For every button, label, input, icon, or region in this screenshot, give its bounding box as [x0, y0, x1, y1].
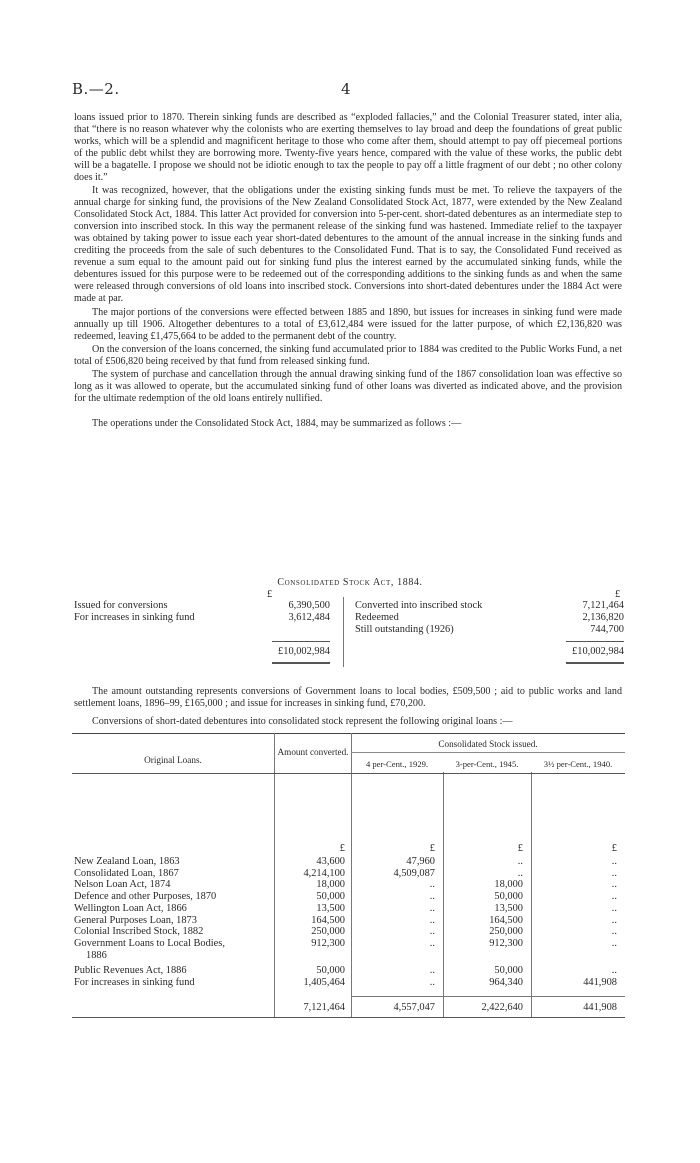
loan-3pc: 912,300	[489, 937, 523, 949]
loan-name: General Purposes Loan, 1873	[74, 914, 197, 926]
loan-4pc: ..	[429, 902, 435, 914]
loan-3pc: 50,000	[494, 891, 523, 903]
loan-name: Colonial Inscribed Stock, 1882	[74, 926, 204, 938]
loan-35pc: ..	[611, 926, 617, 938]
currency-symbol: £	[267, 589, 273, 600]
loan-35pc: ..	[611, 856, 617, 867]
sub-header-35pc: 3½ per-Cent., 1940.	[543, 759, 613, 769]
currency-symbol: £	[611, 843, 617, 854]
loan-amount: 912,300	[311, 937, 345, 949]
paragraph: The operations under the Consolidated Stock Act, 1884, may be summarized as follows :—	[92, 418, 462, 430]
loan-3pc: 18,000	[494, 879, 523, 891]
summary-left-label: Issued for conversions	[74, 600, 168, 611]
summary-left-value: 3,612,484	[288, 612, 330, 623]
group-header: Consolidated Stock issued.	[438, 739, 538, 749]
currency-symbol: £	[429, 843, 435, 854]
loan-name: Wellington Loan Act, 1866	[74, 902, 187, 914]
summary-right-label: Converted into inscribed stock	[355, 600, 483, 611]
summary-left-total: £10,002,984	[278, 646, 330, 657]
col-amount-header: Amount converted.	[277, 747, 349, 757]
loan-3pc: 164,500	[489, 914, 523, 926]
total-4pc: 4,557,047	[393, 1002, 435, 1013]
loan-4pc: 4,509,087	[393, 867, 435, 879]
loan-amount: 43,600	[316, 856, 345, 867]
loan-amount: 50,000	[316, 891, 345, 903]
loan-amount: 50,000	[316, 965, 345, 977]
loan-35pc: 441,908	[583, 977, 617, 988]
summary-title: Consolidated Stock Act, 1884.	[277, 577, 423, 588]
sub-header-4pc: 4 per-Cent., 1929.	[365, 759, 429, 769]
loan-name: Government Loans to Local Bodies,	[74, 937, 225, 949]
summary-right-value: 2,136,820	[582, 612, 624, 623]
loan-3pc: 964,340	[489, 977, 523, 988]
loan-name: For increases in sinking fund	[74, 977, 195, 988]
loan-4pc: ..	[429, 965, 435, 977]
total-3pc: 2,422,640	[481, 1002, 523, 1013]
loan-3pc: 13,500	[494, 902, 523, 914]
loan-amount: 250,000	[311, 926, 345, 938]
loan-4pc: ..	[429, 926, 435, 938]
paragraph: The major portions of the conversions were effected between 1885 and 1890, but issues for increases in sinking fund were made annually up till 1906. Altogether debentures to a total of £3,612,484 were issued for the latter purpose, of which £2,136,820 was redeemed, leaving £1,475,664 to be added to the permanent debt of the country.	[74, 306, 622, 342]
paragraph: It was recognized, however, that the obligations under the existing sinking funds must be met. To relieve the taxpayers of the annual charge for sinking fund, the provisions of the New Zealand Consolidated Stock Act, 1877, were extended by the New Zealand Consolidated Stock Act, 1884. This latter Act provided for conversion into 5-per-cent. short-dated debentures as an intermediate step to conversion into inscribed stock. In this way the permanent release of the sinking fund was hastened. Immediate relief to the taxpayer was obtained by taking power to issue each year short-dated debentures to the amount of the annual increase in the sinking funds and crediting the proceeds from the sale of such debentures to the Consolidated Fund. That is to say, the Consolidated Fund received as revenue a sum equal to the amount paid out for sinking fund plus the interest earned by the accumulated sinking funds, while the debentures issued for this purpose were to be redeemed out of the corresponding additions to the sinking funds as and when the same were released through conversions of old loans into inscribed stock. Conversions into short-dated debentures under the 1884 Act were made at par.	[74, 184, 622, 305]
loan-4pc: ..	[429, 937, 435, 949]
loan-name: Public Revenues Act, 1886	[74, 965, 187, 977]
loan-amount: 164,500	[311, 914, 345, 926]
loan-4pc: ..	[429, 977, 435, 988]
loan-4pc: 47,960	[406, 856, 435, 867]
loan-name: Consolidated Loan, 1867	[74, 867, 179, 879]
currency-symbol: £	[339, 843, 345, 854]
loan-amount: 4,214,100	[303, 867, 345, 879]
paragraph: Conversions of short-dated debentures into consolidated stock represent the following original loans :—	[92, 716, 513, 728]
paragraph: loans issued prior to 1870. Therein sinking funds are described as “exploded fallacies,” and the Colonial Treasurer stated, inter alia, that “there is no reason whatever why the colonists who are exerting themselves to lay broad and deep the foundations of great public works, which will be a splendid and magnificent heritage to those who come after them, should attempt to pay off piecemeal portions of the public debt whilst they are borrowing more. Twenty-five years hence, compared with the value of these works, the public debt will be a bagatelle. I propose we should not be idiotic enough to tax the people to pay off a little fragment of our debt ; no other colony does it.”	[74, 112, 622, 184]
loan-name: Defence and other Purposes, 1870	[74, 891, 217, 903]
loan-amount: 13,500	[316, 902, 345, 914]
loan-3pc: ..	[517, 856, 523, 867]
col-original-header: Original Loans.	[144, 755, 202, 765]
summary-right-label: Still outstanding (1926)	[355, 624, 454, 635]
loan-3pc: 50,000	[494, 965, 523, 977]
loan-name: New Zealand Loan, 1863	[74, 856, 180, 867]
page-number: 4	[341, 80, 351, 98]
loan-name: Nelson Loan Act, 1874	[74, 879, 171, 891]
currency-symbol: £	[615, 589, 621, 600]
loan-35pc: ..	[611, 965, 617, 977]
loan-amount: 18,000	[316, 879, 345, 891]
summary-right-value: 744,700	[590, 624, 624, 635]
loan-4pc: ..	[429, 879, 435, 891]
loan-35pc: ..	[611, 914, 617, 926]
sub-header-3pc: 3-per-Cent., 1945.	[455, 759, 519, 769]
loan-4pc: ..	[429, 891, 435, 903]
paragraph: The amount outstanding represents conversions of Government loans to local bodies, £509,500 ; aid to public works and land settlement loans, 1896–99, £165,000 ; and issue for increases in sinking fund, £70,200.	[74, 686, 622, 710]
summary-right-value: 7,121,464	[582, 600, 624, 611]
loan-4pc: ..	[429, 914, 435, 926]
total-35pc: 441,908	[583, 1002, 617, 1013]
loan-35pc: ..	[611, 867, 617, 879]
loan-3pc: ..	[517, 867, 523, 879]
loan-3pc: 250,000	[489, 926, 523, 938]
loan-amount: 1,405,464	[303, 977, 345, 988]
summary-right-total: £10,002,984	[572, 646, 624, 657]
loan-35pc: ..	[611, 937, 617, 949]
total-amount: 7,121,464	[303, 1002, 345, 1013]
summary-left-label: For increases in sinking fund	[74, 612, 195, 623]
loan-35pc: ..	[611, 902, 617, 914]
loan-35pc: ..	[611, 891, 617, 903]
document-reference: B.—2.	[72, 80, 120, 98]
summary-right-label: Redeemed	[355, 612, 399, 623]
loan-35pc: ..	[611, 879, 617, 891]
paragraph: The system of purchase and cancellation through the annual drawing sinking fund of the 1867 consolidation loan was effective so long as it was allowed to operate, but the accumulated sinking fund of other loans was diverted as indicated above, and the provision for the ultimate redemption of the old loans entirely nullified.	[74, 368, 622, 405]
summary-left-value: 6,390,500	[288, 600, 330, 611]
currency-symbol: £	[517, 843, 523, 854]
loan-name-cont: 1886	[86, 949, 107, 961]
paragraph: On the conversion of the loans concerned, the sinking fund accumulated prior to 1884 was credited to the Public Works Fund, a net total of £506,820 being received by that fund from released sinking fund.	[74, 343, 622, 367]
